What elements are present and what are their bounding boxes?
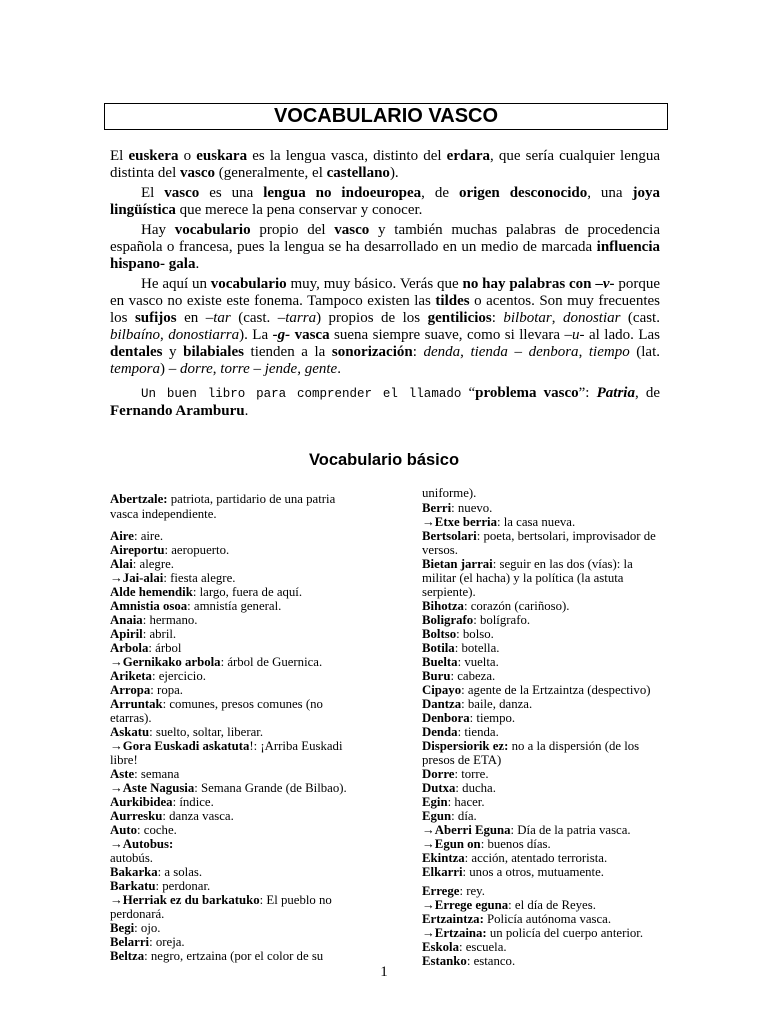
vocab-definition: : rey. (459, 884, 485, 898)
vocab-entry (110, 809, 358, 823)
vocab-definition: : semana (134, 767, 180, 781)
vocab-term: Askatu (110, 725, 150, 739)
paragraph-text: , (212, 361, 221, 377)
vocab-entry (422, 739, 666, 767)
vocab-entry (422, 823, 666, 837)
vocab-term: Botila (422, 641, 455, 655)
vocab-entry (110, 641, 358, 655)
highlighted-term: problema vasco (475, 385, 579, 401)
vocab-definition: : hermano. (142, 613, 198, 627)
highlighted-term: euskara (196, 148, 248, 164)
paragraph-text: He aquí un (141, 276, 211, 292)
highlighted-term: origen desconocido (458, 185, 588, 201)
paragraph-text: denbora (528, 344, 579, 360)
vocab-term: →Ertzaina: (422, 926, 487, 940)
paragraph-text: y (162, 344, 184, 360)
vocab-term: Belarri (110, 935, 150, 949)
vocab-definition: : baile, danza. (461, 697, 533, 711)
vocab-term: Bakarka (110, 865, 158, 879)
vocab-entry (110, 949, 358, 963)
vocab-definition: autobús. (110, 851, 154, 865)
paragraph-text: muy, muy básico. Verás que (286, 276, 463, 292)
vocab-entry (422, 851, 666, 865)
paragraph-text: El (110, 148, 129, 164)
paragraph-text: , (551, 310, 563, 326)
vocab-definition: : unos a otros, mutuamente. (462, 865, 604, 879)
paragraph-text: tienda (470, 344, 508, 360)
vocab-definition: !: ¡Arriba Euskadi libre! (110, 739, 343, 767)
paragraph-text: , una (587, 185, 633, 201)
paragraph-text: ”: (578, 385, 597, 401)
highlighted-term: lengua no indoeuropea (263, 185, 422, 201)
vocab-term: →Egun on (422, 837, 481, 851)
vocab-definition: : a solas. (157, 865, 203, 879)
vocab-term: Anaia (110, 613, 143, 627)
vocab-definition: : árbol (148, 641, 182, 655)
vocab-definition: : alegre. (132, 557, 174, 571)
vocab-definition: : tienda. (457, 725, 499, 739)
vocab-entry (422, 613, 666, 627)
vocab-definition: : árbol de Guernica. (220, 655, 323, 669)
vocab-entry (422, 641, 666, 655)
vocab-term: Ertzaintza: (422, 912, 484, 926)
vocab-entry (110, 571, 358, 585)
paragraph-text: bilbaíno (110, 327, 161, 343)
vocab-entry (110, 921, 358, 935)
vocab-definition: : nuevo. (451, 501, 493, 515)
paragraph-text: porque en vasco no existe este fonema. Tampoco existen las (110, 276, 660, 309)
paragraph-text: : (491, 310, 504, 326)
vocab-definition: : seguir en las dos (vías): la militar (el hacha) y la política (la astuta serpiente). (422, 557, 633, 599)
vocab-entry (422, 627, 666, 641)
paragraph-text: gente (304, 361, 338, 377)
vocab-term: Egun (422, 809, 452, 823)
vocab-term: Estanko (422, 954, 467, 968)
highlighted-term: castellano (326, 165, 390, 181)
vocab-definition: : El pueblo no perdonará. (110, 893, 332, 921)
vocab-definition: : fiesta alegre. (163, 571, 236, 585)
highlighted-term: vasca (290, 327, 330, 343)
vocab-entry (110, 669, 358, 683)
highlighted-term: vocabulario (174, 222, 251, 238)
paragraph-text: o acentos. Son muy frecuentes los (110, 293, 660, 326)
vocab-term: →Jai-alai (110, 571, 164, 585)
paragraph-text: Hay (141, 222, 175, 238)
vocab-entry (110, 767, 358, 781)
vocab-term: Aireportu (110, 543, 165, 557)
vocab-term: Ekintza (422, 851, 465, 865)
paragraph-text: (generalmente, el (215, 165, 327, 181)
vocab-entry (422, 655, 666, 669)
paragraph-text: propio del (250, 222, 335, 238)
vocab-term: →Autobus: (110, 837, 174, 851)
highlighted-term: euskera (128, 148, 179, 164)
paragraph-text: donostiar (562, 310, 621, 326)
vocab-term: Denbora (422, 711, 470, 725)
vocab-entry (422, 599, 666, 613)
vocab-term: Dantza (422, 697, 462, 711)
vocab-definition: : vuelta. (457, 655, 499, 669)
vocab-definition: : Día de la patria vasca. (510, 823, 631, 837)
vocab-definition: : negro, ertzaina (por el color de su (144, 949, 324, 963)
intro-paragraph (110, 385, 660, 420)
intro-paragraph (110, 148, 660, 182)
vocab-term: Arropa (110, 683, 151, 697)
vocab-definition: uniforme). (422, 486, 477, 500)
highlighted-term: vocabulario (210, 276, 287, 292)
paragraph-text: – (249, 361, 265, 377)
vocab-definition: : agente de la Ertzaintza (despectivo) (461, 683, 651, 697)
vocab-term: Dispersiorik ez: (422, 739, 509, 753)
vocab-definition: : danza vasca. (162, 809, 234, 823)
vocab-definition: : perdonar. (155, 879, 211, 893)
vocab-entry (110, 725, 358, 739)
vocab-term: Arruntak (110, 697, 163, 711)
vocab-term: Aurkibidea (110, 795, 173, 809)
vocab-definition: no a la dispersión (de los presos de ETA) (422, 739, 640, 767)
vocab-definition: : ducha. (455, 781, 496, 795)
vocab-definition: : tiempo. (469, 711, 516, 725)
vocab-entry (422, 926, 666, 940)
paragraph-text: o (178, 148, 197, 164)
vocab-entry (422, 557, 666, 599)
highlighted-term: dentales (110, 344, 163, 360)
paragraph-text: donostiarra (168, 327, 240, 343)
paragraph-text: en (176, 310, 206, 326)
vocab-entry (422, 884, 666, 898)
vocab-definition: : día. (451, 809, 477, 823)
paragraph-text: que merece la pena conservar y conocer. (175, 202, 423, 218)
vocab-entry (422, 529, 666, 557)
highlighted-term: influencia hispano- gala (110, 239, 660, 272)
vocab-definition: : acción, atentado terrorista. (464, 851, 608, 865)
highlighted-term: tildes (435, 293, 470, 309)
vocab-entry-continuation (422, 486, 666, 500)
vocab-entry (110, 529, 358, 543)
vocab-definition: : ropa. (150, 683, 183, 697)
vocab-definition: : hacer. (447, 795, 485, 809)
vocab-entry (110, 781, 358, 795)
vocab-definition: : abril. (142, 627, 177, 641)
paragraph-text: – (507, 344, 529, 360)
paragraph-text: : (412, 344, 424, 360)
highlighted-term: vasco (164, 185, 200, 201)
paragraph-text: suena siempre suave, como si llevara (329, 327, 565, 343)
vocab-entry (422, 912, 666, 926)
paragraph-text: denda (423, 344, 461, 360)
vocab-definition: : buenos días. (480, 837, 551, 851)
vocab-entry (110, 697, 358, 725)
highlighted-term: erdara (446, 148, 490, 164)
paragraph-text: es la lengua vasca, distinto del (247, 148, 447, 164)
vocab-term: →Aste Nagusia (110, 781, 195, 795)
vocab-entry (110, 893, 358, 921)
paragraph-text: , (460, 344, 471, 360)
highlighted-term: bilabiales (183, 344, 244, 360)
vocab-entry (110, 543, 358, 557)
paragraph-text: ). (389, 165, 399, 181)
vocab-definition: : estanco. (466, 954, 516, 968)
vocab-definition: : torre. (454, 767, 489, 781)
paragraph-text: bilbotar (503, 310, 552, 326)
vocab-entry (422, 781, 666, 795)
paragraph-text: dorre (180, 361, 213, 377)
paragraph-text: , (297, 361, 305, 377)
vocab-entry (422, 837, 666, 851)
vocab-definition: : índice. (172, 795, 214, 809)
vocab-term: Boltso (422, 627, 457, 641)
vocab-definition: : coche. (137, 823, 177, 837)
vocab-column-right (422, 486, 666, 968)
vocab-term: Denda (422, 725, 458, 739)
vocab-entry (422, 501, 666, 515)
section-heading: Vocabulario básico (308, 451, 460, 469)
vocab-entry (110, 627, 358, 641)
paragraph-text: tienden a la (243, 344, 332, 360)
vocab-definition: un policía del cuerpo anterior. (486, 926, 644, 940)
vocab-term: →Aberri Eguna (422, 823, 511, 837)
paragraph-text: –tarra (277, 310, 317, 326)
vocab-term: Alde hemendik (110, 585, 193, 599)
paragraph-text: torre (220, 361, 250, 377)
vocab-term: →Gora Euskadi askatuta (110, 739, 250, 753)
vocab-entry (422, 683, 666, 697)
paragraph-text: El (141, 185, 165, 201)
paragraph-text: , de (421, 185, 459, 201)
vocab-definition: : poeta, bertsolari, improvisador de versos. (422, 529, 656, 557)
vocab-term: Ariketa (110, 669, 152, 683)
paragraph-text: y también muchas palabras de procedencia española o francesa, pues la lengua se ha desarrollado en un medio de marcada (110, 222, 660, 255)
page-number: 1 (380, 964, 388, 980)
paragraph-text: . (195, 256, 200, 272)
title-box (104, 103, 668, 130)
vocab-term: Aire (110, 529, 134, 543)
vocab-definition: : comunes, presos comunes (no etarras). (110, 697, 323, 725)
vocab-entry (422, 669, 666, 683)
vocab-term: Cipayo (422, 683, 462, 697)
paragraph-text: ). La (239, 327, 273, 343)
vocab-definition: : el día de Reyes. (508, 898, 596, 912)
vocab-term: Alai (110, 557, 133, 571)
vocab-entry (422, 865, 666, 879)
vocab-term: Boligrafo (422, 613, 474, 627)
vocab-entry (110, 599, 358, 613)
vocab-entry (110, 823, 358, 837)
paragraph-text: , (578, 344, 589, 360)
highlighted-term: gentilicios (427, 310, 492, 326)
paragraph-text: (lat. (629, 344, 661, 360)
highlighted-term: sonorización (331, 344, 413, 360)
vocab-definition: : aire. (133, 529, 164, 543)
highlighted-term: vasco (180, 165, 215, 181)
vocab-entry (422, 697, 666, 711)
vocab-term: Auto (110, 823, 138, 837)
vocab-term: Dutxa (422, 781, 456, 795)
vocab-term: →Errege eguna (422, 898, 509, 912)
vocab-term: Amnistia osoa (110, 599, 188, 613)
highlighted-term: -g- (272, 327, 291, 343)
highlighted-term: joya lingüística (110, 185, 660, 218)
intro-text (110, 148, 660, 423)
vocab-definition: : aeropuerto. (164, 543, 230, 557)
vocab-entry (422, 725, 666, 739)
highlighted-term: Patria (596, 385, 635, 401)
vocab-term: Bihotza (422, 599, 464, 613)
vocab-term: Berri (422, 501, 452, 515)
highlighted-term: Fernando Aramburu (110, 403, 245, 419)
document-title: VOCABULARIO VASCO (273, 105, 499, 127)
paragraph-text: es una (199, 185, 264, 201)
vocab-term: Bietan jarrai (422, 557, 493, 571)
paragraph-text: tempora (110, 361, 160, 377)
vocab-entry (110, 585, 358, 599)
highlighted-term: v (602, 276, 610, 292)
intro-paragraph (110, 185, 660, 219)
vocab-entry (110, 837, 358, 865)
vocab-term: →Herriak ez du barkatuko (110, 893, 260, 907)
vocab-entry (110, 795, 358, 809)
vocab-definition: : ojo. (134, 921, 161, 935)
vocab-term: Aurresku (110, 809, 163, 823)
vocab-entry (422, 711, 666, 725)
vocab-term: Dorre (422, 767, 455, 781)
vocab-term: Arbola (110, 641, 149, 655)
intro-paragraph (110, 276, 660, 378)
vocab-entry (110, 557, 358, 571)
paragraph-text: . (337, 361, 341, 377)
vocab-term: Apiril (110, 627, 143, 641)
vocab-definition: : Semana Grande (de Bilbao). (194, 781, 347, 795)
paragraph-text: . (244, 403, 249, 419)
vocab-term: Errege (422, 884, 460, 898)
paragraph-text: ) – (160, 361, 180, 377)
vocab-term: Barkatu (110, 879, 156, 893)
highlighted-term: - (609, 276, 615, 292)
vocab-term: →Etxe berria (422, 515, 497, 529)
vocab-term: Bertsolari (422, 529, 477, 543)
vocab-entry (422, 515, 666, 529)
vocab-definition: : cabeza. (450, 669, 496, 683)
vocab-entry (422, 898, 666, 912)
vocab-entry (110, 613, 358, 627)
vocab-term: →Gernikako arbola (110, 655, 221, 669)
vocab-term: Buelta (422, 655, 458, 669)
vocab-entry (422, 767, 666, 781)
vocab-term: Aste (110, 767, 135, 781)
paragraph-text: , que sería cualquier lengua distinta del (110, 148, 661, 181)
vocab-entry (110, 865, 358, 879)
paragraph-text: , (160, 327, 169, 343)
vocab-entry (110, 492, 358, 522)
vocab-definition: : ejercicio. (151, 669, 206, 683)
vocab-entry (110, 739, 358, 767)
paragraph-text: –tar (205, 310, 231, 326)
paragraph-text: al lado. Las (584, 327, 660, 343)
vocab-term: Elkarri (422, 865, 463, 879)
vocab-definition: : corazón (cariñoso). (463, 599, 570, 613)
vocab-entry (422, 809, 666, 823)
intro-paragraph (110, 222, 660, 273)
paragraph-text: (cast. (230, 310, 278, 326)
vocab-definition: patriota, partidario de una patria vasca independiente. (110, 492, 336, 521)
highlighted-term: no hay palabras con – (462, 276, 603, 292)
vocab-column-left (110, 492, 358, 963)
vocab-definition: : bolso. (456, 627, 494, 641)
vocab-term: Egin (422, 795, 448, 809)
paragraph-text: jende (264, 361, 298, 377)
vocab-entry (422, 795, 666, 809)
vocab-entry (110, 683, 358, 697)
vocab-entry (110, 879, 358, 893)
paragraph-text: tiempo (588, 344, 630, 360)
paragraph-text: , de (634, 385, 660, 401)
vocab-term: Begi (110, 921, 135, 935)
vocab-term: Eskola (422, 940, 459, 954)
paragraph-text: Un buen libro para comprender el llamado (141, 387, 462, 401)
vocab-term: Beltza (110, 949, 145, 963)
vocab-definition: : oreja. (149, 935, 185, 949)
paragraph-text: ) propios de los (316, 310, 428, 326)
paragraph-text: (cast. (620, 310, 660, 326)
vocab-definition: : la casa nueva. (496, 515, 576, 529)
vocab-definition: Policía autónoma vasca. (483, 912, 612, 926)
vocab-definition: : largo, fuera de aquí. (192, 585, 303, 599)
vocab-definition: : suelto, soltar, liberar. (149, 725, 264, 739)
highlighted-term: sufijos (134, 310, 177, 326)
paragraph-text: –u- (564, 327, 585, 343)
paragraph-text: “ (461, 385, 476, 401)
vocab-entry (110, 935, 358, 949)
vocab-term: Abertzale: (110, 492, 168, 506)
highlighted-term: vasco (334, 222, 370, 238)
vocab-definition: : bolígrafo. (473, 613, 531, 627)
vocab-definition: : escuela. (459, 940, 507, 954)
vocab-entry (110, 655, 358, 669)
vocab-definition: : botella. (454, 641, 500, 655)
vocab-entry (422, 940, 666, 954)
vocab-term: Buru (422, 669, 451, 683)
vocab-definition: : amnistía general. (187, 599, 282, 613)
